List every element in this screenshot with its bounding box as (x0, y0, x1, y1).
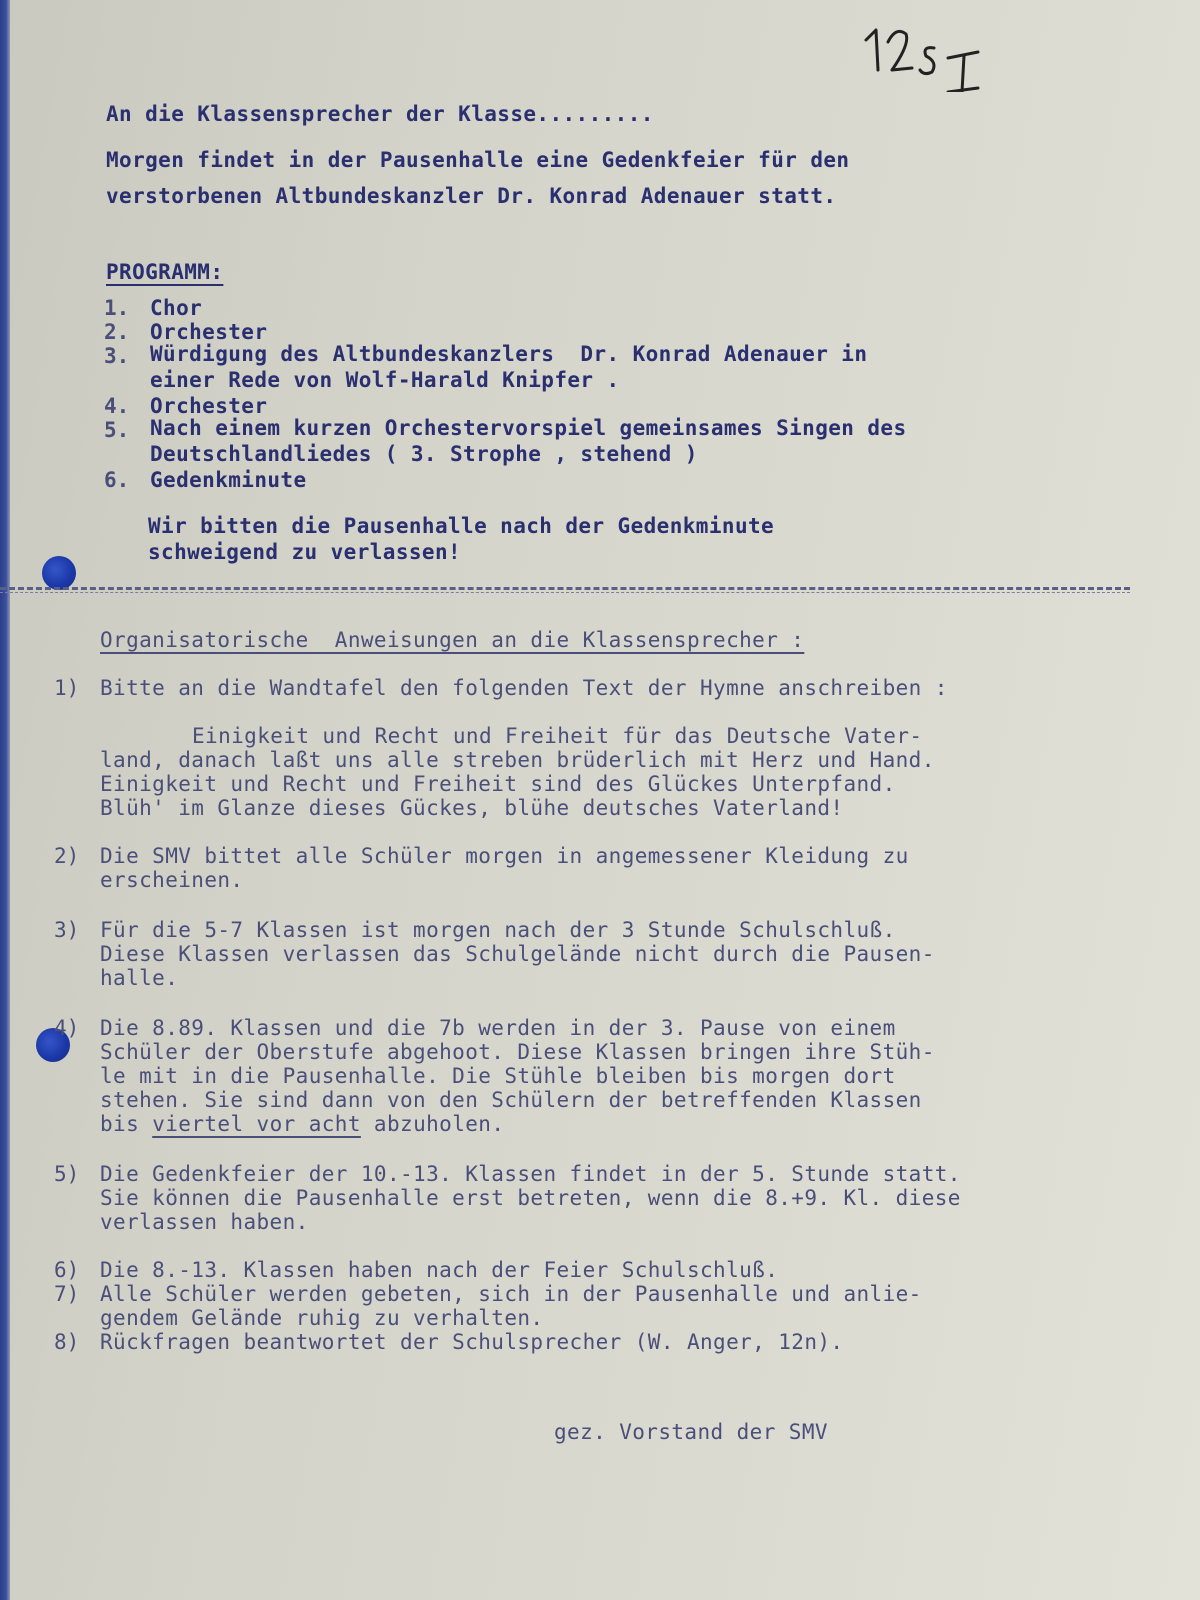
program-item-text: Gedenkminute (150, 468, 307, 492)
instruction-text: Die SMV bittet alle Schüler morgen in angemessener Kleidung zu (100, 844, 909, 868)
dashed-divider (0, 587, 1130, 590)
instruction-number: 8) (54, 1330, 80, 1354)
instruction-text: le mit in die Pausenhalle. Die Stühle bleiben bis morgen dort (100, 1064, 896, 1088)
program-item-text: Deutschlandliedes ( 3. Strophe , stehend ) (150, 442, 698, 466)
header-announcement-line-1: Morgen findet in der Pausenhalle eine Gedenkfeier für den (106, 148, 850, 172)
handwritten-class-note (862, 12, 992, 92)
header-announcement-line-2: verstorbenen Altbundeskanzler Dr. Konrad Adenauer statt. (106, 184, 837, 208)
signature: gez. Vorstand der SMV (554, 1420, 828, 1444)
dashed-divider-thin (0, 592, 1130, 593)
program-closing-line-1: Wir bitten die Pausenhalle nach der Gedenkminute (148, 514, 775, 538)
instruction-text: Schüler der Oberstufe abgehoot. Diese Klassen bringen ihre Stüh- (100, 1040, 935, 1064)
program-item-text: Chor (150, 296, 203, 320)
instruction-text: Für die 5-7 Klassen ist morgen nach der 3 Stunde Schulschluß. (100, 918, 896, 942)
header-recipient-line: An die Klassensprecher der Klasse......... (106, 102, 654, 126)
instruction-number: 2) (54, 844, 80, 868)
program-item-number: 1. (104, 296, 130, 320)
program-item-text: Orchester (150, 320, 268, 344)
program-item-number: 3. (104, 344, 130, 368)
hymn-line: land, danach laßt uns alle streben brüderlich mit Herz und Hand. (100, 748, 935, 772)
instruction-text-last-line (100, 1112, 504, 1136)
blue-background-edge (0, 0, 10, 1600)
instruction-text: Rückfragen beantwortet der Schulsprecher (W. Anger, 12n). (100, 1330, 844, 1354)
instruction-text: Die 8.89. Klassen und die 7b werden in der 3. Pause von einem (100, 1016, 896, 1040)
instruction-text: Alle Schüler werden gebeten, sich in der Pausenhalle und anlie- (100, 1282, 922, 1306)
instruction-text: halle. (100, 966, 179, 990)
instruction-number: 1) (54, 676, 80, 700)
program-item-number: 4. (104, 394, 130, 418)
program-item-number: 6. (104, 468, 130, 492)
instruction-text: stehen. Sie sind dann von den Schülern der betreffenden Klassen (100, 1088, 922, 1112)
hymn-line: Einigkeit und Recht und Freiheit für das Deutsche Vater- (192, 724, 923, 748)
punch-hole-top (42, 556, 76, 590)
instruction-number: 5) (54, 1162, 80, 1186)
program-closing-line-2: schweigend zu verlassen! (148, 540, 462, 564)
instruction-text-segment: abzuholen. (360, 1112, 505, 1136)
instruction-text: Sie können die Pausenhalle erst betreten, wenn die 8.+9. Kl. diese (100, 1186, 961, 1210)
program-heading: PROGRAMM: (106, 260, 224, 284)
underlined-time: viertel vor acht (152, 1112, 361, 1136)
program-item-number: 5. (104, 418, 130, 442)
instructions-heading: Organisatorische Anweisungen an die Klassensprecher : (100, 628, 805, 652)
instruction-number: 7) (54, 1282, 80, 1306)
instruction-number: 4) (54, 1016, 80, 1040)
instruction-text: gendem Gelände ruhig zu verhalten. (100, 1306, 544, 1330)
instruction-text: Diese Klassen verlassen das Schulgelände nicht durch die Pausen- (100, 942, 935, 966)
instruction-text-segment: bis (100, 1112, 153, 1136)
instruction-text: Die 8.-13. Klassen haben nach der Feier Schulschluß. (100, 1258, 779, 1282)
program-item-text: Orchester (150, 394, 268, 418)
instruction-number: 3) (54, 918, 80, 942)
instruction-text: Bitte an die Wandtafel den folgenden Text der Hymne anschreiben : (100, 676, 948, 700)
program-item-text: Nach einem kurzen Orchestervorspiel gemeinsames Singen des (150, 416, 907, 440)
instruction-number: 6) (54, 1258, 80, 1282)
program-item-number: 2. (104, 320, 130, 344)
hymn-line: Einigkeit und Recht und Freiheit sind des Glückes Unterpfand. (100, 772, 896, 796)
hymn-line: Blüh' im Glanze dieses Gückes, blühe deutsches Vaterland! (100, 796, 844, 820)
program-item-text: einer Rede von Wolf-Harald Knipfer . (150, 368, 620, 392)
instruction-text: Die Gedenkfeier der 10.-13. Klassen findet in der 5. Stunde statt. (100, 1162, 961, 1186)
program-item-text: Würdigung des Altbundeskanzlers Dr. Konrad Adenauer in (150, 342, 868, 366)
instruction-text: erscheinen. (100, 868, 244, 892)
instruction-text: verlassen haben. (100, 1210, 309, 1234)
